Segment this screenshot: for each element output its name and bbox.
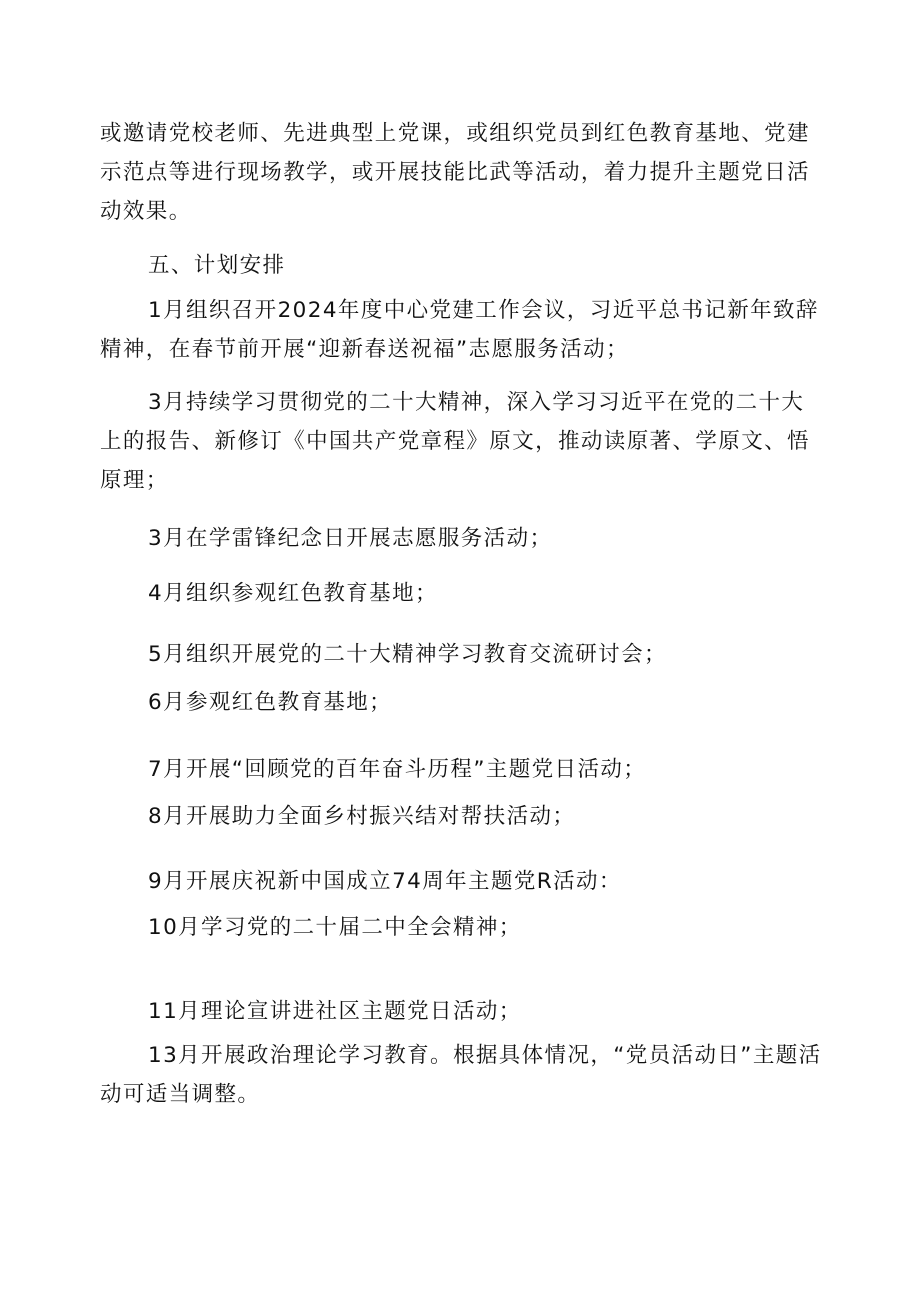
plan-item-september: 9月开展庆祝新中国成立74周年主题党R活动： (148, 869, 622, 894)
plan-item-october: 10月学习党的二十届二中全会精神； (148, 915, 522, 940)
plan-item-june: 6月参观红色教育基地； (148, 690, 393, 715)
plan-item-may: 5月组织开展党的二十大精神学习教育交流研讨会； (148, 642, 667, 667)
plan-item-april: 4月组织参观红色教育基地； (148, 581, 438, 606)
plan-item-july: 7月开展“回顾党的百年奋斗历程”主题党日活动； (148, 757, 647, 782)
plan-item-march-study: 3月持续学习贯彻党的二十大精神，深入学习习近平在党的二十大上的报告、新修订《中国共产党章程》原文，推动读原著、学原文、悟原理； (100, 390, 810, 493)
paragraph-activity-methods: 或邀请党校老师、先进典型上党课，或组织党员到红色教育基地、党建示范点等进行现场教学，或开展技能比武等活动，着力提升主题党日活动效果。 (100, 121, 810, 224)
plan-item-january: 1月组织召开2024年度中心党建工作会议，习近平总书记新年致辞精神，在春节前开展“迎新春送祝福”志愿服务活动； (100, 298, 819, 362)
section-heading-plan: 五、计划安排 (148, 253, 286, 278)
plan-item-march-volunteer: 3月在学雷锋纪念日开展志愿服务活动； (148, 526, 553, 551)
plan-item-november: 11月理论宣讲进社区主题党日活动； (148, 999, 522, 1024)
plan-item-final: 13月开展政治理论学习教育。根据具体情况，“党员活动日”主题活动可适当调整。 (100, 1043, 822, 1107)
plan-item-august: 8月开展助力全面乡村振兴结对帮扶活动； (148, 804, 576, 829)
